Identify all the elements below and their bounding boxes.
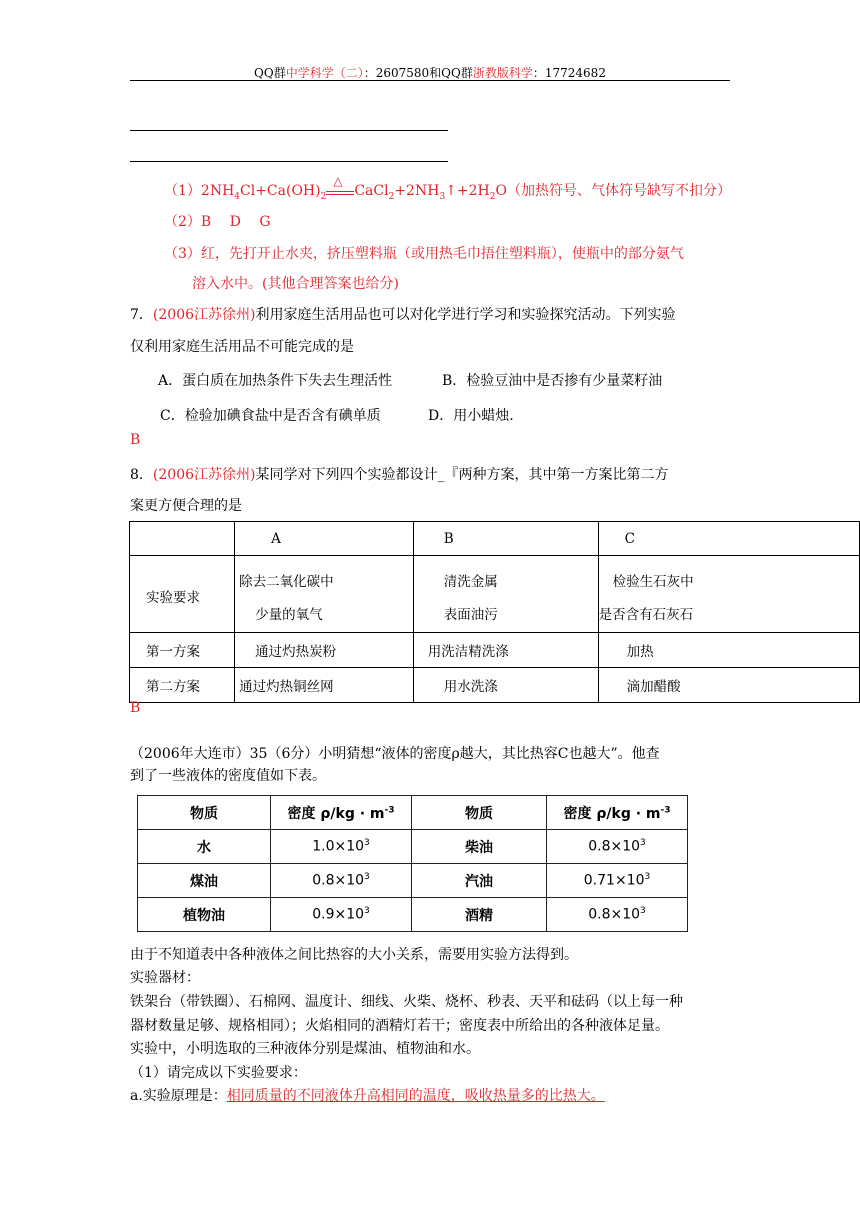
question-35-line2: 到了一些液体的密度值如下表。 xyxy=(130,768,326,784)
option-c: C．检验加碘食盐中是否含有碘单质 xyxy=(160,408,381,424)
header-text: QQ群 xyxy=(254,66,286,80)
table-cell: 通过灼热铜丝网 xyxy=(235,668,414,703)
table-header-a: A xyxy=(235,522,414,556)
paragraph: 铁架台（带铁圈）、石棉网、温度计、细线、火柴、烧杯、秒表、天平和砝码（以上每一种 xyxy=(130,994,683,1010)
paragraph: 实验中，小明选取的三种液体分别是煤油、植物油和水。 xyxy=(130,1041,480,1057)
table-header: 物质 xyxy=(412,796,547,830)
substance-name: 汽油 xyxy=(412,864,547,898)
table-row xyxy=(138,864,688,898)
table-row xyxy=(138,796,688,830)
table-row-label: 第二方案 xyxy=(130,668,235,703)
experiment-table xyxy=(129,521,860,703)
header-link-2: 浙教版科学 xyxy=(472,66,533,80)
table-cell: 滴加醋酸 xyxy=(598,668,859,703)
table-header: 密度 $\rho/kg \cdot m^{-3}$ xyxy=(547,796,688,830)
paragraph: 实验器材： xyxy=(130,970,200,986)
answer-principle: 相同质量的不同液体升高相同的温度，吸收热量多的比热大。 xyxy=(226,1088,605,1104)
density-table xyxy=(137,795,688,932)
substance-name: 水 xyxy=(138,830,271,864)
table-header: 物质 xyxy=(138,796,271,830)
heat-symbol: △ xyxy=(333,174,343,188)
option-d: D．用小蜡烛. xyxy=(428,408,514,424)
table-row xyxy=(130,522,860,556)
paragraph: 器材数量足够、规格相同）；火焰相同的酒精灯若干；密度表中所给出的各种液体足量。 xyxy=(130,1018,669,1034)
paragraph: 由于不知道表中各种液体之间比热容的大小关系，需要用实验方法得到。 xyxy=(130,947,578,963)
header-text: ：17724682 xyxy=(532,66,606,80)
header-rule xyxy=(130,80,730,81)
substance-name: 柴油 xyxy=(412,830,547,864)
question-8-line2: 案更方便合理的是 xyxy=(130,498,242,514)
paragraph: a.实验原理是：相同质量的不同液体升高相同的温度，吸收热量多的比热大。 xyxy=(130,1088,605,1104)
answer-blank-line xyxy=(130,161,448,162)
density-value: $1.0\times 10^3$ xyxy=(271,830,412,864)
table-cell: 检验生石灰中 是否含有石灰石 xyxy=(598,556,859,633)
answer-2: （2）B D G xyxy=(164,214,271,230)
question-7-line2: 仅利用家庭生活用品不可能完成的是 xyxy=(130,339,354,355)
header-link-1: 中学科学（二） xyxy=(285,66,364,80)
table-header-c: C xyxy=(598,522,859,556)
substance-name: 煤油 xyxy=(138,864,271,898)
density-value: $0.71\times 10^3$ xyxy=(547,864,688,898)
density-value: $0.8\times 10^3$ xyxy=(271,864,412,898)
table-cell: 通过灼热炭粉 xyxy=(235,633,414,668)
answer-1: $(1)2NH_4Cl+Ca(OH)_2$ △ $CaCl_2+2NH_3↑+2H_2O$（加热符号、气体符号缺写不扣分） xyxy=(164,174,731,202)
option-a: A．蛋白质在加热条件下失去生理活性 xyxy=(158,373,393,389)
answer-q8: B xyxy=(130,700,141,716)
table-row-label: 第一方案 xyxy=(130,633,235,668)
answer-blank-line xyxy=(130,130,448,131)
substance-name: 植物油 xyxy=(138,898,271,932)
answer-3-line2: 溶入水中。(其他合理答案也给分) xyxy=(192,276,399,292)
table-row xyxy=(138,898,688,932)
density-value: $0.9\times 10^3$ xyxy=(271,898,412,932)
table-cell: 用水洗涤 xyxy=(413,668,598,703)
table-cell xyxy=(130,522,235,556)
table-cell: 除去二氧化碳中 少量的氧气 xyxy=(235,556,414,633)
answer-3-line1: （3）红，先打开止水夹，挤压塑料瓶（或用热毛巾捂住塑料瓶），使瓶中的部分氨气 xyxy=(164,246,684,262)
density-value: $0.8\times 10^3$ xyxy=(547,830,688,864)
table-cell: 用洗洁精洗涤 xyxy=(413,633,598,668)
option-b: B．检验豆油中是否掺有少量菜籽油 xyxy=(442,373,663,389)
question-7-line1: 7．(2006江苏徐州)利用家庭生活用品也可以对化学进行学习和实验探究活动。下列实验 xyxy=(130,307,676,323)
page-header xyxy=(130,64,730,81)
question-35-line1: （2006年大连市）35（6分）小明猜想“液体的密度ρ越大，其比热容C也越大”。他查 xyxy=(130,746,660,762)
table-row xyxy=(130,556,860,633)
table-cell: 清洗金属 表面油污 xyxy=(413,556,598,633)
table-row-label: 实验要求 xyxy=(130,556,235,633)
answer-q7: B xyxy=(130,432,141,448)
density-value: $0.8\times 10^3$ xyxy=(547,898,688,932)
table-cell: 加热 xyxy=(598,633,859,668)
header-text: ：2607580和QQ群 xyxy=(363,66,473,80)
question-8-line1: 8．(2006江苏徐州)某同学对下列四个实验都设计_『两种方案，其中第一方案比第二方 xyxy=(130,467,669,483)
table-row xyxy=(130,668,860,703)
substance-name: 酒精 xyxy=(412,898,547,932)
table-row xyxy=(130,633,860,668)
table-header: 密度 $\rho/kg \cdot m^{-3}$ xyxy=(271,796,412,830)
paragraph: （1）请完成以下实验要求： xyxy=(130,1065,307,1081)
table-header-b: B xyxy=(413,522,598,556)
table-row xyxy=(138,830,688,864)
